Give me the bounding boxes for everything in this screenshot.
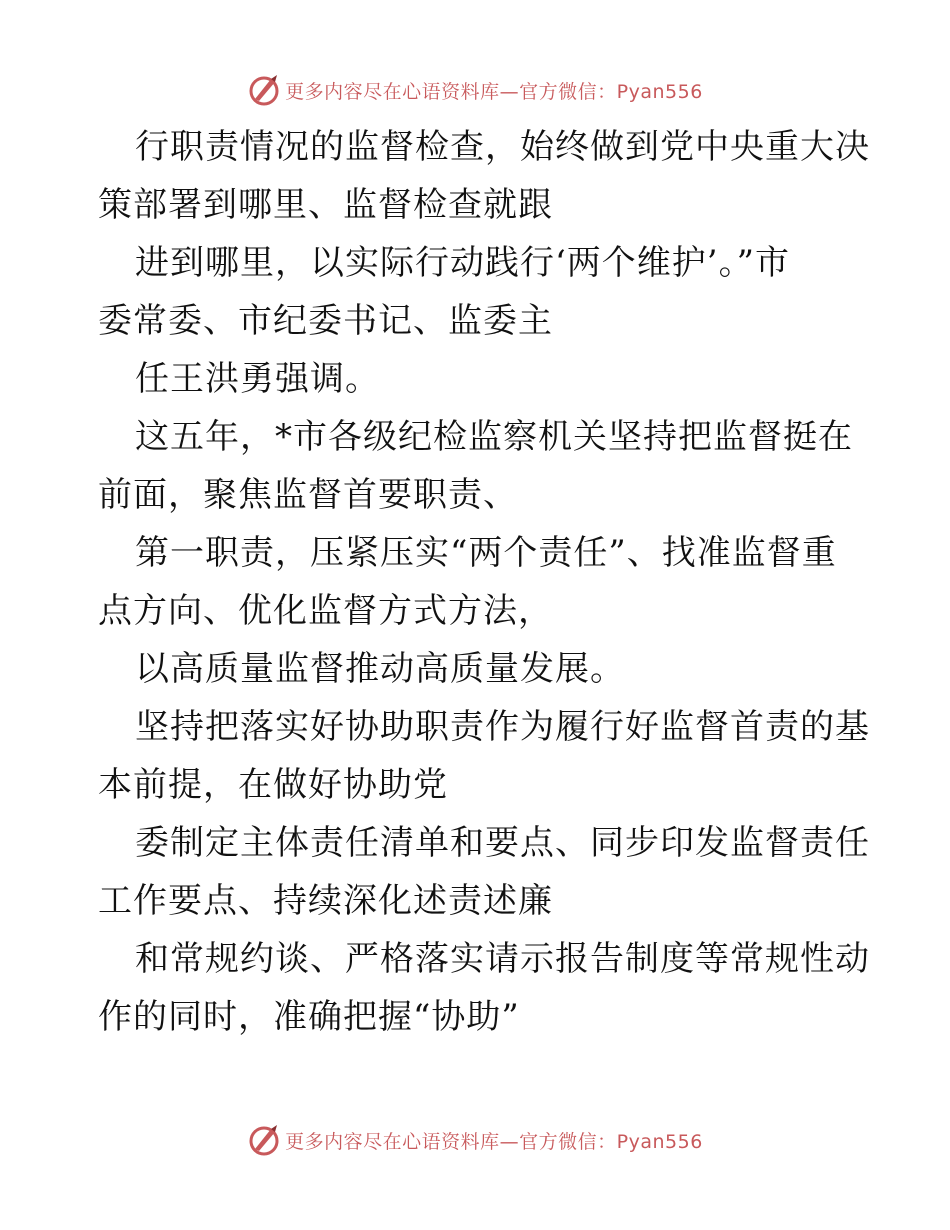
footer-banner — [0, 1120, 950, 1160]
body-text-line: 委常委、市纪委书记、监委主 — [98, 301, 553, 341]
body-text-line: 进到哪里，以实际行动践行‘两个维护’。”市 — [135, 243, 790, 283]
body-text-line: 和常规约谈、严格落实请示报告制度等常规性动 — [135, 939, 870, 979]
header-banner-text: 更多内容尽在心语资料库—官方微信： — [285, 80, 617, 103]
body-text-line: 本前提，在做好协助党 — [98, 765, 448, 805]
body-text-line: 第一职责，压紧压实“两个责任”、找准监督重 — [135, 533, 837, 573]
footer-wechat-id: Pyan556 — [616, 1130, 703, 1153]
body-text-line: 任王洪勇强调。 — [135, 359, 380, 399]
body-text-line: 这五年，*市各级纪检监察机关坚持把监督挺在 — [135, 417, 853, 457]
body-text-line: 点方向、优化监督方式方法， — [98, 591, 553, 631]
body-text-line: 前面，聚焦监督首要职责、 — [98, 475, 518, 515]
footer-banner-text: 更多内容尽在心语资料库—官方微信： — [285, 1130, 617, 1153]
document-body — [98, 118, 868, 1046]
quill-pen-logo-icon — [247, 1123, 281, 1157]
body-text-line: 工作要点、持续深化述责述廉 — [98, 881, 553, 921]
quill-pen-logo-icon — [247, 73, 281, 107]
body-text-line: 委制定主体责任清单和要点、同步印发监督责任 — [135, 823, 870, 863]
body-text-line: 行职责情况的监督检查，始终做到党中央重大决 — [135, 127, 870, 167]
body-text-line: 以高质量监督推动高质量发展。 — [135, 649, 625, 689]
header-banner — [0, 70, 950, 110]
body-text-line: 坚持把落实好协助职责作为履行好监督首责的基 — [135, 707, 870, 747]
body-text-line: 策部署到哪里、监督检查就跟 — [98, 185, 553, 225]
header-wechat-id: Pyan556 — [616, 80, 703, 103]
body-text-line: 作的同时，准确把握“协助” — [98, 997, 520, 1037]
